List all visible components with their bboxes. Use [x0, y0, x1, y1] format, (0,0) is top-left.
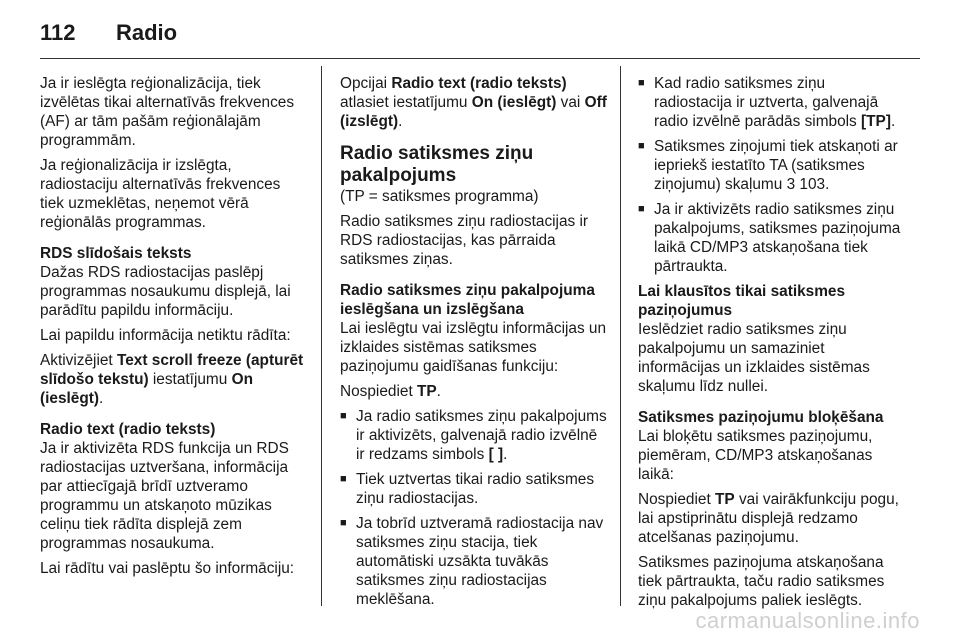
page-header	[40, 14, 920, 54]
page-title: Radio	[116, 20, 178, 45]
section-heading: Radio satiksmes ziņu pakalpojuma ieslēgšana un izslēgšana	[340, 282, 595, 318]
setting-value: On (ieslēgt)	[471, 94, 557, 111]
paragraph: Lai papildu informācija netiktu rādīta:	[40, 327, 291, 344]
page-number: 112	[40, 20, 76, 45]
symbol: [TP]	[861, 113, 891, 130]
paragraph: Ja ir aktivizēta RDS funkcija un RDS radiostacijas uztveršana, informācija par attiecīgajā brīdī uztveramo programmu un atskaņoto mūzikas celiņu tiek rādīta displejā zem programmas nosaukuma.	[40, 440, 289, 552]
paragraph: Lai ieslēgtu vai izslēgtu informācijas un izklaides sistēmas satiksmes paziņojumu gaidīšanas funkciju:	[340, 320, 607, 375]
paragraph: Radio satiksmes ziņu radiostacijas ir RDS radiostacijas, kas pārraida satiksmes ziņas.	[340, 213, 589, 268]
section-heading: Lai klausītos tikai satiksmes paziņojumus	[638, 283, 846, 319]
paragraph: Ieslēdziet radio satiksmes ziņu pakalpojumu un samaziniet informācijas un izklaides sistēmas skaļumu līdz nullei.	[638, 321, 870, 395]
list-item: ■ Ja radio satiksmes ziņu pakalpojums ir aktivizēts, galvenajā radio izvēlnē ir redzams simbols [ ].	[340, 407, 608, 464]
section-heading: Satiksmes paziņojumu bloķēšana	[638, 409, 884, 426]
setting-value: On (ieslēgt)	[40, 371, 253, 407]
paragraph: Nospiediet TP vai vairākfunkciju pogu, lai apstiprinātu displejā redzamo atcelšanas paziņojumu.	[638, 491, 899, 546]
paragraph: Ja reģionalizācija ir izslēgta, radiostaciju alternatīvās frekvences tiek uzmeklētas, neņemot vērā reģionālās programmas.	[40, 157, 281, 231]
paragraph: Dažas RDS radiostacijas paslēpj programmas nosaukumu displejā, lai parādītu papildu informāciju.	[40, 264, 291, 319]
paragraph: Satiksmes paziņojuma atskaņošana tiek pārtraukta, taču radio satiksmes ziņu pakalpojums paliek ieslēgts.	[638, 554, 885, 609]
page-reference: 3 103.	[786, 176, 830, 193]
header-divider	[40, 58, 920, 59]
column-2	[340, 74, 608, 615]
list-item: ■ Ja ir aktivizēts radio satiksmes ziņu pakalpojums, satiksmes paziņojuma laikā CD/MP3 atskaņošana tiek pārtraukta.	[638, 200, 906, 276]
column-divider-2	[620, 66, 621, 606]
paragraph: Aktivizējiet Text scroll freeze (apturēt slīdošo tekstu) iestatījumu On (ieslēgt).	[40, 352, 304, 407]
list-item: ■ Tiek uztvertas tikai radio satiksmes ziņu radiostacijas.	[340, 470, 608, 508]
paragraph: Opcijai Radio text (radio teksts) atlasiet iestatījumu On (ieslēgt) vai Off (izslēgt).	[340, 75, 607, 130]
paragraph: Nospiediet TP.	[340, 383, 441, 400]
symbol: [ ]	[488, 446, 504, 463]
setting-value: Off (izslēgt)	[340, 94, 607, 130]
paragraph: Lai rādītu vai paslēptu šo informāciju:	[40, 560, 295, 577]
column-1	[40, 74, 308, 584]
setting-name: Text scroll freeze (apturēt slīdošo tekstu)	[40, 352, 304, 388]
column-3	[638, 74, 906, 616]
list-item: ■ Satiksmes ziņojumi tiek atskaņoti ar iepriekš iestatīto TA (satiksmes ziņojumu) skaļumu 3 103.	[638, 137, 906, 194]
bullet-list	[638, 74, 906, 276]
paragraph: (TP = satiksmes programma)	[340, 188, 539, 205]
column-divider-1	[321, 66, 322, 606]
list-item: ■ Ja tobrīd uztveramā radiostacija nav satiksmes ziņu stacija, tiek automātiski uzsākta tuvākās satiksmes ziņu radiostacijas meklēšana.	[340, 514, 608, 609]
chapter-heading: Radio satiksmes ziņu pakalpojums	[340, 143, 534, 186]
paragraph: Lai bloķētu satiksmes paziņojumu, piemēram, CD/MP3 atskaņošanas laikā:	[638, 428, 873, 483]
watermark: carmanualsonline.info	[695, 608, 920, 633]
button-name: TP	[417, 383, 437, 400]
section-heading: RDS slīdošais teksts	[40, 245, 192, 262]
bullet-list	[340, 407, 608, 609]
paragraph: Ja ir ieslēgta reģionalizācija, tiek izvēlētas tikai alternatīvās frekvences (AF) ar tām pašām reģionālajām programmām.	[40, 75, 295, 149]
setting-name: Radio text (radio teksts)	[391, 75, 567, 92]
button-name: TP	[715, 491, 735, 508]
section-heading: Radio text (radio teksts)	[40, 421, 216, 438]
list-item: ■ Kad radio satiksmes ziņu radiostacija ir uztverta, galvenajā radio izvēlnē parādās simbols [TP].	[638, 74, 906, 131]
